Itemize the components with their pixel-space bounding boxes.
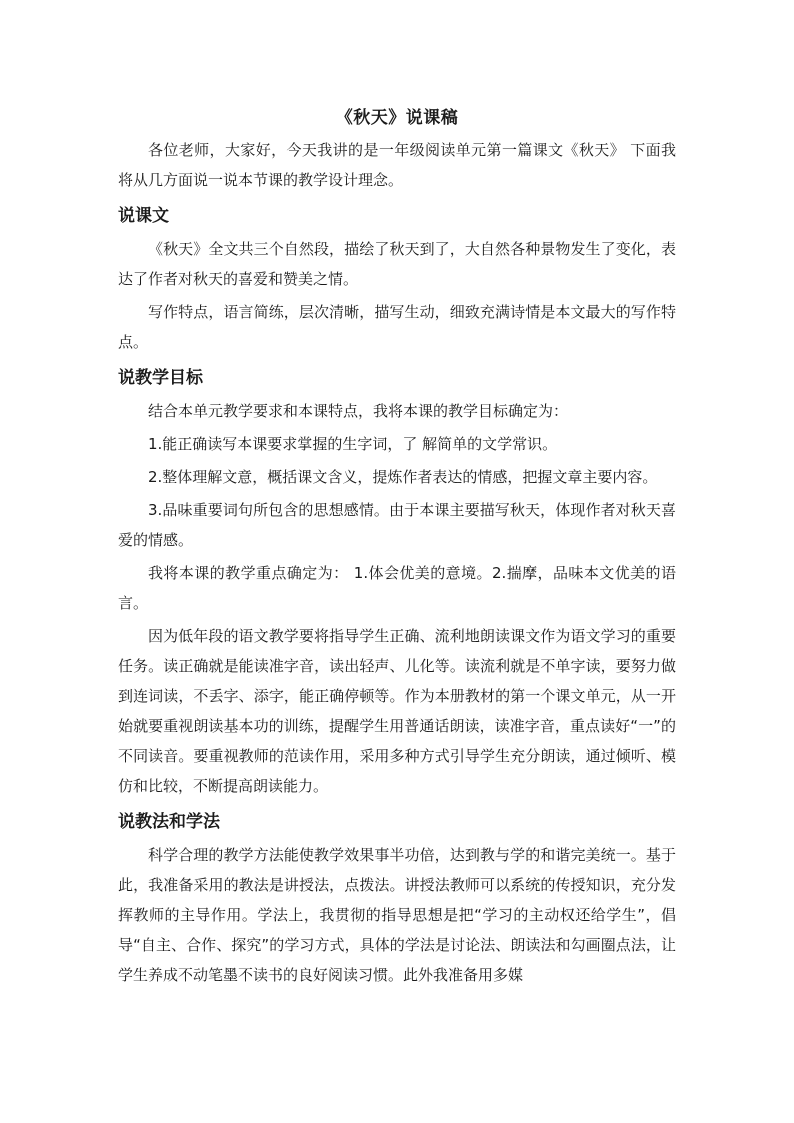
section-heading-methods: 说教法和学法 [118,812,220,832]
document-body [118,103,676,990]
section-heading-goals: 说教学目标 [118,368,203,388]
intro-paragraph: 各位老师，大家好，今天我讲的是一年级阅读单元第一篇课文《秋天》 下面我将从几方面说一说本节课的教学设计理念。 [118,141,676,189]
reading-rationale-paragraph: 因为低年段的语文教学要将指导学生正确、流利地朗读课文作为语文学习的重要任务。读正确就是能读准字音，读出轻声、儿化等。读流利就是不单字读，要努力做到连词读，不丢字、添字，能正确停顿等。作为本册教材的第一个课文单元，从一开始就要重视朗读基本功的训练，提醒学生用普通话朗读，读准字音，重点读好“一”的不同读音。要重视教师的范读作用，采用多种方式引导学生充分朗读，通过倾听、模仿和比较，不断提高朗读能力。 [118,627,676,795]
writing-features-paragraph: 写作特点，语言简练，层次清晰，描写生动，细致充满诗情是本文最大的写作特点。 [118,303,676,351]
goal-item-3: 3.品味重要词句所包含的思想感情。由于本课主要描写秋天，体现作者对秋天喜爱的情感。 [118,501,676,549]
goals-intro-paragraph: 结合本单元教学要求和本课特点，我将本课的教学目标确定为： [148,402,569,420]
text-summary-paragraph: 《秋天》全文共三个自然段，描绘了秋天到了，大自然各种景物发生了变化，表达了作者对秋天的喜爱和赞美之情。 [118,240,676,288]
document-title: 《秋天》说课稿 [335,108,459,128]
key-points-paragraph: 我将本课的教学重点确定为： 1.体会优美的意境。2.揣摩，品味本文优美的语言。 [118,564,676,612]
goal-item-2: 2.整体理解文意，概括课文含义，提炼作者表达的情感，把握文章主要内容。 [148,468,658,486]
section-heading-text: 说课文 [118,206,169,226]
methods-paragraph: 科学合理的教学方法能使教学效果事半功倍，达到教与学的和谐完美统一。基于此，我准备采用的教法是讲授法，点拨法。讲授法教师可以系统的传授知识，充分发挥教师的主导作用。学法上，我贯彻的指导思想是把“学习的主动权还给学生”，倡导“自主、合作、探究”的学习方式，具体的学法是讨论法、朗读法和勾画圈点法，让学生养成不动笔墨不读书的良好阅读习惯。此外我准备用多媒 [118,846,676,984]
goal-item-1: 1.能正确读写本课要求掌握的生字词，了 解简单的文学常识。 [148,435,558,453]
